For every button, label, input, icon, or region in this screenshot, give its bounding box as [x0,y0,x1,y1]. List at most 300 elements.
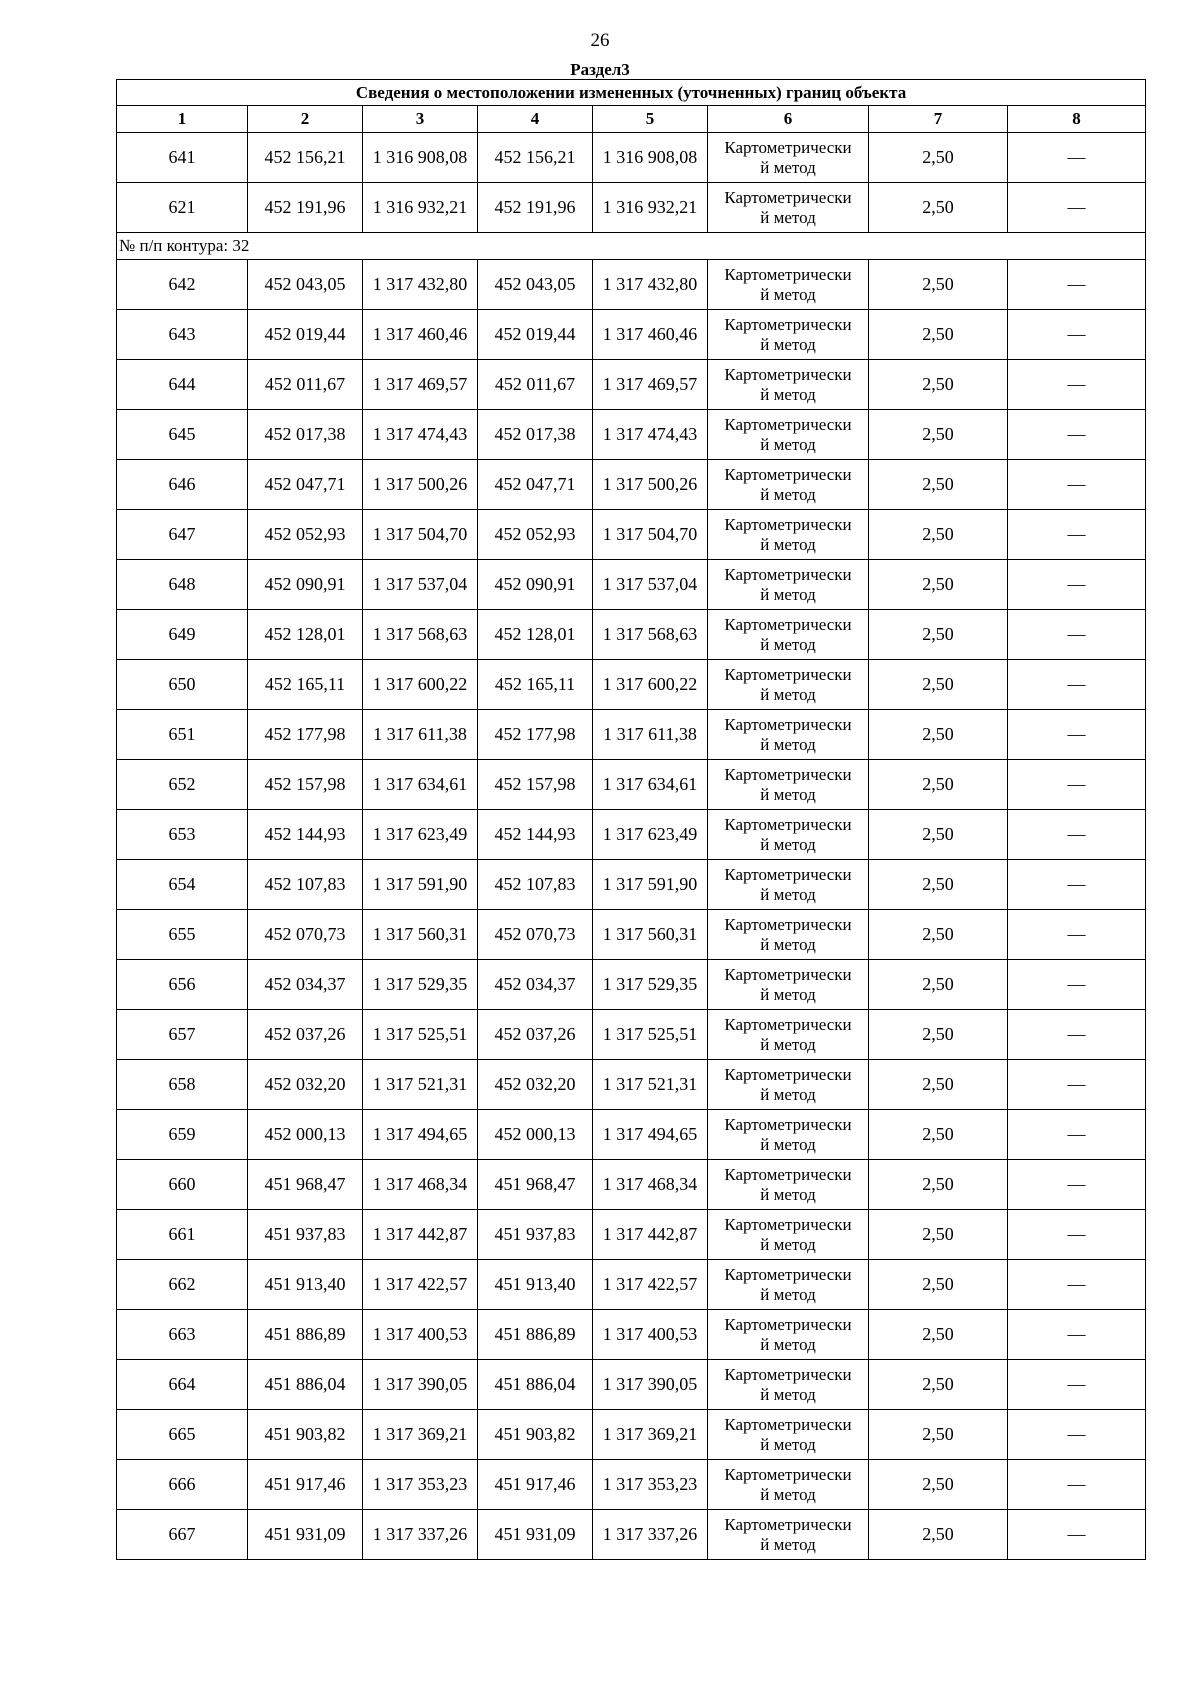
method-cell [708,760,869,810]
method-cell [708,133,869,183]
y-new-cell: 1 317 521,31 [593,1060,708,1110]
method-line-2: й метод [760,534,816,554]
method-line-2: й метод [760,384,816,404]
x-new-cell: 452 165,11 [478,660,593,710]
point-number-cell: 648 [117,560,248,610]
x-new-cell: 451 931,09 [478,1510,593,1560]
y-new-cell: 1 316 932,21 [593,183,708,233]
precision-cell: 2,50 [869,510,1008,560]
method-cell [708,910,869,960]
point-number-cell: 643 [117,310,248,360]
y-old-cell: 1 317 400,53 [363,1310,478,1360]
table-row [117,560,1146,610]
table-row [117,1310,1146,1360]
precision-cell: 2,50 [869,183,1008,233]
y-old-cell: 1 317 468,34 [363,1160,478,1210]
point-number-cell: 650 [117,660,248,710]
method-line-2: й метод [760,434,816,454]
table-row [117,460,1146,510]
point-number-cell: 660 [117,1160,248,1210]
precision-cell: 2,50 [869,1160,1008,1210]
table-row [117,133,1146,183]
table-row [117,960,1146,1010]
method-line-2: й метод [760,284,816,304]
point-number-cell: 659 [117,1110,248,1160]
method-line-2: й метод [760,1534,816,1554]
table-row [117,760,1146,810]
method-line-2: й метод [760,1284,816,1304]
y-new-cell: 1 317 591,90 [593,860,708,910]
precision-cell: 2,50 [869,460,1008,510]
table-row [117,510,1146,560]
column-number: 5 [593,106,708,133]
method-line-2: й метод [760,734,816,754]
table-row [117,1360,1146,1410]
method-cell [708,1110,869,1160]
dash-cell: — [1008,410,1146,460]
method-line-2: й метод [760,834,816,854]
x-old-cell: 452 011,67 [248,360,363,410]
y-new-cell: 1 317 460,46 [593,310,708,360]
column-number: 3 [363,106,478,133]
y-old-cell: 1 317 611,38 [363,710,478,760]
x-old-cell: 451 968,47 [248,1160,363,1210]
x-old-cell: 452 128,01 [248,610,363,660]
method-cell [708,660,869,710]
method-cell [708,1210,869,1260]
y-new-cell: 1 317 474,43 [593,410,708,460]
x-new-cell: 452 157,98 [478,760,593,810]
point-number-cell: 666 [117,1460,248,1510]
dash-cell: — [1008,810,1146,860]
x-old-cell: 452 034,37 [248,960,363,1010]
y-old-cell: 1 317 469,57 [363,360,478,410]
precision-cell: 2,50 [869,133,1008,183]
point-number-cell: 658 [117,1060,248,1110]
point-number-cell: 654 [117,860,248,910]
method-cell [708,1310,869,1360]
method-cell [708,1360,869,1410]
y-old-cell: 1 317 494,65 [363,1110,478,1160]
precision-cell: 2,50 [869,560,1008,610]
method-line-1: Картометрически [724,187,852,207]
point-number-cell: 655 [117,910,248,960]
precision-cell: 2,50 [869,860,1008,910]
dash-cell: — [1008,1310,1146,1360]
point-number-cell: 645 [117,410,248,460]
dash-cell: — [1008,960,1146,1010]
precision-cell: 2,50 [869,1510,1008,1560]
x-old-cell: 452 047,71 [248,460,363,510]
method-line-2: й метод [760,1484,816,1504]
y-old-cell: 1 317 623,49 [363,810,478,860]
table-row [117,360,1146,410]
method-line-2: й метод [760,1034,816,1054]
precision-cell: 2,50 [869,1060,1008,1110]
table-row [117,710,1146,760]
point-number-cell: 642 [117,260,248,310]
method-line-2: й метод [760,334,816,354]
y-old-cell: 1 317 422,57 [363,1260,478,1310]
y-old-cell: 1 317 390,05 [363,1360,478,1410]
precision-cell: 2,50 [869,1210,1008,1260]
x-new-cell: 452 144,93 [478,810,593,860]
y-old-cell: 1 317 474,43 [363,410,478,460]
method-cell [708,860,869,910]
method-cell [708,460,869,510]
method-cell [708,410,869,460]
method-line-1: Картометрически [724,464,852,484]
table-row [117,1410,1146,1460]
method-line-2: й метод [760,884,816,904]
y-old-cell: 1 316 908,08 [363,133,478,183]
y-new-cell: 1 317 623,49 [593,810,708,860]
x-new-cell: 452 156,21 [478,133,593,183]
y-new-cell: 1 317 468,34 [593,1160,708,1210]
method-line-2: й метод [760,1084,816,1104]
y-new-cell: 1 317 537,04 [593,560,708,610]
method-line-2: й метод [760,634,816,654]
method-line-1: Картометрически [724,1314,852,1334]
table-row [117,860,1146,910]
dash-cell: — [1008,310,1146,360]
method-line-1: Картометрически [724,314,852,334]
y-old-cell: 1 317 591,90 [363,860,478,910]
y-new-cell: 1 317 494,65 [593,1110,708,1160]
method-line-1: Картометрически [724,1414,852,1434]
method-line-2: й метод [760,484,816,504]
precision-cell: 2,50 [869,1110,1008,1160]
precision-cell: 2,50 [869,960,1008,1010]
x-new-cell: 452 000,13 [478,1110,593,1160]
table-row [117,1460,1146,1510]
method-line-1: Картометрически [724,564,852,584]
dash-cell: — [1008,710,1146,760]
table-row [117,410,1146,460]
contour-row [117,233,1146,260]
y-new-cell: 1 316 908,08 [593,133,708,183]
method-cell [708,1160,869,1210]
precision-cell: 2,50 [869,810,1008,860]
y-old-cell: 1 317 460,46 [363,310,478,360]
y-new-cell: 1 317 529,35 [593,960,708,1010]
method-line-1: Картометрически [724,1064,852,1084]
x-old-cell: 451 886,04 [248,1360,363,1410]
dash-cell: — [1008,660,1146,710]
y-new-cell: 1 317 469,57 [593,360,708,410]
dash-cell: — [1008,760,1146,810]
x-new-cell: 451 886,04 [478,1360,593,1410]
method-line-1: Картометрически [724,414,852,434]
method-cell [708,1060,869,1110]
y-old-cell: 1 317 442,87 [363,1210,478,1260]
method-cell [708,560,869,610]
precision-cell: 2,50 [869,360,1008,410]
dash-cell: — [1008,1260,1146,1310]
table-row [117,660,1146,710]
dash-cell: — [1008,1210,1146,1260]
method-line-2: й метод [760,1234,816,1254]
method-line-2: й метод [760,1184,816,1204]
method-line-1: Картометрически [724,964,852,984]
table-row [117,1210,1146,1260]
dash-cell: — [1008,1510,1146,1560]
x-old-cell: 452 156,21 [248,133,363,183]
point-number-cell: 644 [117,360,248,410]
table-row [117,260,1146,310]
point-number-cell: 665 [117,1410,248,1460]
x-new-cell: 452 047,71 [478,460,593,510]
method-cell [708,1460,869,1510]
point-number-cell: 646 [117,460,248,510]
x-new-cell: 452 017,38 [478,410,593,460]
x-new-cell: 452 034,37 [478,960,593,1010]
y-new-cell: 1 317 560,31 [593,910,708,960]
dash-cell: — [1008,1410,1146,1460]
x-old-cell: 451 903,82 [248,1410,363,1460]
method-cell [708,183,869,233]
y-new-cell: 1 317 504,70 [593,510,708,560]
method-line-2: й метод [760,1384,816,1404]
table-row [117,810,1146,860]
dash-cell: — [1008,183,1146,233]
method-line-1: Картометрически [724,264,852,284]
dash-cell: — [1008,460,1146,510]
dash-cell: — [1008,133,1146,183]
table-row [117,1510,1146,1560]
x-new-cell: 452 032,20 [478,1060,593,1110]
column-number: 4 [478,106,593,133]
x-new-cell: 451 903,82 [478,1410,593,1460]
table-row [117,1110,1146,1160]
x-old-cell: 452 070,73 [248,910,363,960]
point-number-cell: 667 [117,1510,248,1560]
table-row [117,1010,1146,1060]
precision-cell: 2,50 [869,260,1008,310]
y-old-cell: 1 317 504,70 [363,510,478,560]
method-line-1: Картометрически [724,1464,852,1484]
x-new-cell: 452 043,05 [478,260,593,310]
x-old-cell: 452 191,96 [248,183,363,233]
dash-cell: — [1008,610,1146,660]
method-line-1: Картометрически [724,764,852,784]
column-number: 2 [248,106,363,133]
method-line-1: Картометрически [724,514,852,534]
method-line-1: Картометрически [724,614,852,634]
y-new-cell: 1 317 525,51 [593,1010,708,1060]
section-title: Раздел3 [570,60,630,79]
x-new-cell: 451 937,83 [478,1210,593,1260]
y-old-cell: 1 317 537,04 [363,560,478,610]
table-row [117,910,1146,960]
y-new-cell: 1 317 369,21 [593,1410,708,1460]
y-new-cell: 1 317 500,26 [593,460,708,510]
precision-cell: 2,50 [869,1260,1008,1310]
point-number-cell: 647 [117,510,248,560]
y-new-cell: 1 317 400,53 [593,1310,708,1360]
dash-cell: — [1008,910,1146,960]
y-old-cell: 1 317 634,61 [363,760,478,810]
method-cell [708,260,869,310]
x-new-cell: 452 107,83 [478,860,593,910]
x-old-cell: 452 052,93 [248,510,363,560]
x-new-cell: 452 019,44 [478,310,593,360]
table-title: Сведения о местоположении измененных (уточненных) границ объекта [117,80,1146,106]
method-cell [708,1010,869,1060]
method-line-1: Картометрически [724,1514,852,1534]
method-cell [708,960,869,1010]
x-old-cell: 451 937,83 [248,1210,363,1260]
x-old-cell: 451 917,46 [248,1460,363,1510]
column-number-row [117,106,1146,133]
dash-cell: — [1008,1010,1146,1060]
y-new-cell: 1 317 442,87 [593,1210,708,1260]
x-old-cell: 452 157,98 [248,760,363,810]
column-number: 6 [708,106,869,133]
y-old-cell: 1 317 568,63 [363,610,478,660]
column-number: 1 [117,106,248,133]
method-cell [708,710,869,760]
dash-cell: — [1008,860,1146,910]
precision-cell: 2,50 [869,410,1008,460]
x-old-cell: 452 107,83 [248,860,363,910]
x-new-cell: 451 886,89 [478,1310,593,1360]
x-new-cell: 452 128,01 [478,610,593,660]
dash-cell: — [1008,1110,1146,1160]
precision-cell: 2,50 [869,660,1008,710]
method-line-1: Картометрически [724,137,852,157]
method-cell [708,510,869,560]
precision-cell: 2,50 [869,910,1008,960]
point-number-cell: 652 [117,760,248,810]
method-line-1: Картометрически [724,1364,852,1384]
y-old-cell: 1 317 369,21 [363,1410,478,1460]
x-old-cell: 452 019,44 [248,310,363,360]
y-new-cell: 1 317 337,26 [593,1510,708,1560]
y-new-cell: 1 317 568,63 [593,610,708,660]
x-old-cell: 452 177,98 [248,710,363,760]
method-line-2: й метод [760,684,816,704]
dash-cell: — [1008,1360,1146,1410]
method-line-2: й метод [760,1134,816,1154]
precision-cell: 2,50 [869,760,1008,810]
y-old-cell: 1 317 353,23 [363,1460,478,1510]
point-number-cell: 621 [117,183,248,233]
point-number-cell: 651 [117,710,248,760]
method-cell [708,360,869,410]
y-old-cell: 1 317 500,26 [363,460,478,510]
method-line-2: й метод [760,207,816,227]
column-number: 7 [869,106,1008,133]
method-line-1: Картометрически [724,1014,852,1034]
x-old-cell: 452 037,26 [248,1010,363,1060]
y-old-cell: 1 317 337,26 [363,1510,478,1560]
method-line-2: й метод [760,1434,816,1454]
point-number-cell: 657 [117,1010,248,1060]
method-cell [708,1510,869,1560]
method-line-2: й метод [760,784,816,804]
x-old-cell: 452 032,20 [248,1060,363,1110]
dash-cell: — [1008,260,1146,310]
x-new-cell: 451 917,46 [478,1460,593,1510]
point-number-cell: 653 [117,810,248,860]
x-old-cell: 451 913,40 [248,1260,363,1310]
precision-cell: 2,50 [869,1310,1008,1360]
method-line-2: й метод [760,584,816,604]
method-line-2: й метод [760,157,816,177]
precision-cell: 2,50 [869,1360,1008,1410]
table-row [117,1160,1146,1210]
y-old-cell: 1 317 521,31 [363,1060,478,1110]
y-new-cell: 1 317 353,23 [593,1460,708,1510]
x-old-cell: 452 090,91 [248,560,363,610]
method-cell [708,610,869,660]
y-new-cell: 1 317 600,22 [593,660,708,710]
method-line-1: Картометрически [724,814,852,834]
y-old-cell: 1 317 600,22 [363,660,478,710]
table-row [117,183,1146,233]
method-line-1: Картометрически [724,664,852,684]
method-line-1: Картометрически [724,1114,852,1134]
y-new-cell: 1 317 634,61 [593,760,708,810]
x-old-cell: 452 144,93 [248,810,363,860]
table-row [117,310,1146,360]
method-line-1: Картометрически [724,1164,852,1184]
precision-cell: 2,50 [869,610,1008,660]
dash-cell: — [1008,560,1146,610]
table-row [117,1060,1146,1110]
dash-cell: — [1008,1160,1146,1210]
table-row [117,1260,1146,1310]
precision-cell: 2,50 [869,1460,1008,1510]
x-old-cell: 452 165,11 [248,660,363,710]
x-old-cell: 452 043,05 [248,260,363,310]
x-new-cell: 452 191,96 [478,183,593,233]
y-old-cell: 1 317 432,80 [363,260,478,310]
precision-cell: 2,50 [869,1410,1008,1460]
method-line-1: Картометрически [724,714,852,734]
method-line-2: й метод [760,934,816,954]
method-cell [708,310,869,360]
precision-cell: 2,50 [869,1010,1008,1060]
table-row [117,610,1146,660]
y-new-cell: 1 317 611,38 [593,710,708,760]
column-number: 8 [1008,106,1146,133]
x-new-cell: 451 968,47 [478,1160,593,1210]
point-number-cell: 663 [117,1310,248,1360]
point-number-cell: 656 [117,960,248,1010]
method-line-1: Картометрически [724,864,852,884]
method-line-1: Картометрически [724,1264,852,1284]
method-line-1: Картометрически [724,364,852,384]
point-number-cell: 662 [117,1260,248,1310]
x-new-cell: 452 070,73 [478,910,593,960]
x-new-cell: 452 037,26 [478,1010,593,1060]
method-line-1: Картометрически [724,1214,852,1234]
y-new-cell: 1 317 422,57 [593,1260,708,1310]
method-line-1: Картометрически [724,914,852,934]
precision-cell: 2,50 [869,310,1008,360]
x-new-cell: 451 913,40 [478,1260,593,1310]
method-cell [708,1260,869,1310]
x-old-cell: 451 886,89 [248,1310,363,1360]
method-line-2: й метод [760,984,816,1004]
x-new-cell: 452 052,93 [478,510,593,560]
x-old-cell: 451 931,09 [248,1510,363,1560]
y-new-cell: 1 317 432,80 [593,260,708,310]
x-old-cell: 452 000,13 [248,1110,363,1160]
x-old-cell: 452 017,38 [248,410,363,460]
